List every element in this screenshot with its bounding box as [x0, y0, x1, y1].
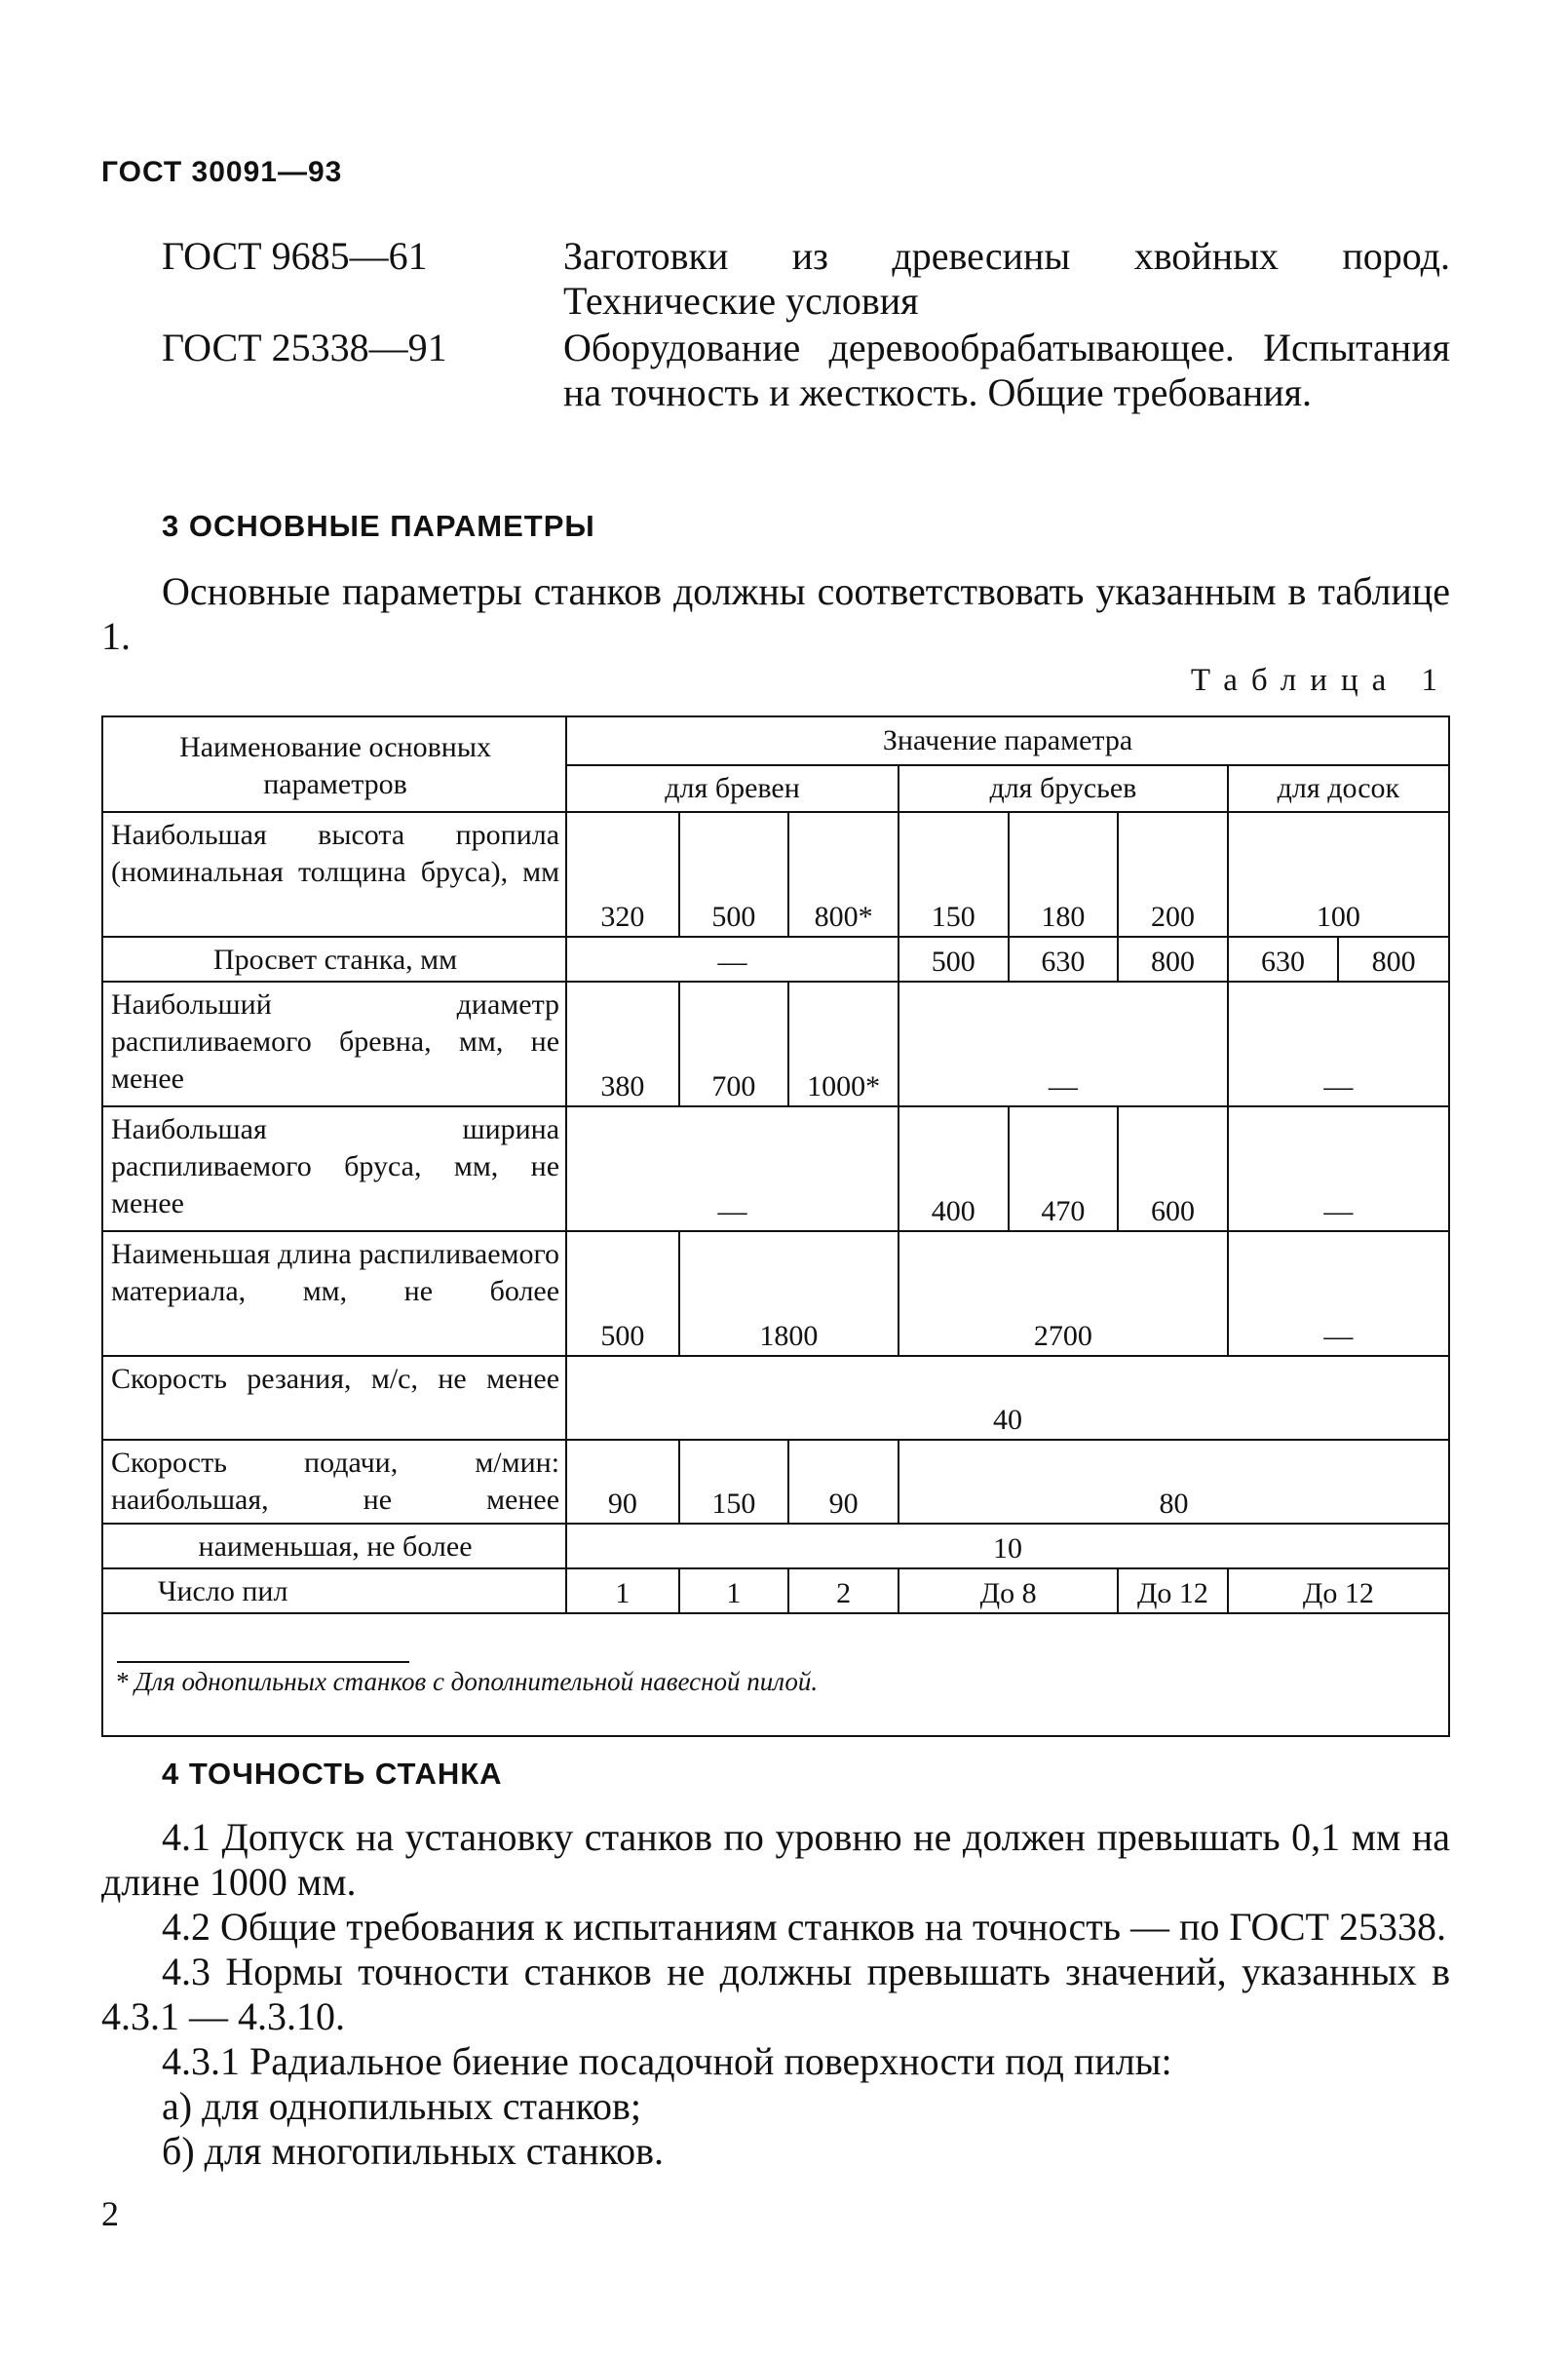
value-cell: 150 — [679, 1440, 789, 1524]
table-footnote: * Для однопильных станков с дополнительной навесной пилой. — [115, 1667, 819, 1696]
value-cell: 90 — [566, 1440, 679, 1524]
section-4-paragraph: 4.3.1 Радиальное биение посадочной поверхности под пилы: — [162, 2039, 1172, 2083]
param-name: Число пил — [102, 1568, 566, 1613]
value-cell: 400 — [899, 1106, 1009, 1231]
footnote-cell — [102, 1613, 1449, 1736]
table-row — [102, 1524, 1449, 1568]
value-cell: 1000* — [788, 982, 899, 1106]
section-4-title: 4 ТОЧНОСТЬ СТАНКА — [162, 1757, 503, 1791]
table-caption: Таблица 1 — [1190, 663, 1451, 698]
table-row — [102, 982, 1449, 1106]
value-cell: 2 — [788, 1568, 899, 1613]
header-value-group: Значение параметра — [566, 716, 1449, 765]
reference-code: ГОСТ 9685—61 — [162, 234, 428, 278]
param-name: Наибольшая высота пропила (номинальная толщина бруса), мм — [102, 812, 566, 937]
value-cell: 1 — [679, 1568, 789, 1613]
section-4-paragraph: 4.3 Нормы точности станков не должны превышать значений, указанных в 4.3.1 — 4.3.10. — [101, 1950, 1450, 2038]
value-cell: — — [1228, 1231, 1449, 1356]
section-3-title: 3 ОСНОВНЫЕ ПАРАМЕТРЫ — [162, 509, 595, 543]
value-cell: 800 — [1118, 937, 1228, 982]
value-cell: 470 — [1009, 1106, 1119, 1231]
section-3-paragraph: Основные параметры станков должны соответствовать указанным в таблице 1. — [101, 569, 1450, 658]
table-footnote-row — [102, 1613, 1449, 1736]
value-cell: 100 — [1228, 812, 1449, 937]
param-name: Просвет станка, мм — [102, 937, 566, 982]
section-3-text — [101, 569, 1450, 659]
table-row — [102, 1440, 1449, 1524]
value-cell: — — [1228, 1106, 1449, 1231]
list-item: а) для однопильных станков; — [162, 2084, 641, 2128]
parameters-table — [101, 715, 1450, 1737]
references-list — [162, 234, 1450, 417]
reference-item — [162, 234, 1450, 324]
value-cell: 180 — [1009, 812, 1119, 937]
reference-code: ГОСТ 25338—91 — [162, 326, 447, 369]
value-cell: 2700 — [899, 1231, 1228, 1356]
value-cell: 200 — [1118, 812, 1228, 937]
value-cell: 500 — [566, 1231, 679, 1356]
value-cell: До 8 — [899, 1568, 1118, 1613]
reference-description: Оборудование деревообрабатывающее. Испытания на точность и жесткость. Общие требования. — [563, 326, 1450, 414]
header-name-column: Наименование основных параметров — [102, 716, 566, 812]
document-header: ГОСТ 30091—93 — [101, 156, 343, 188]
value-cell: 600 — [1118, 1106, 1228, 1231]
reference-item — [162, 326, 1450, 415]
table-row — [102, 1231, 1449, 1356]
value-cell: 150 — [899, 812, 1009, 937]
table-row — [102, 937, 1449, 982]
param-name: Скорость резания, м/с, не менее — [102, 1356, 566, 1440]
footnote-rule — [117, 1661, 409, 1663]
table-row — [102, 1106, 1449, 1231]
section-4-text — [101, 1815, 1450, 2174]
list-item: б) для многопильных станков. — [162, 2129, 664, 2173]
page-number: 2 — [101, 2194, 119, 2233]
value-cell: 500 — [679, 812, 789, 937]
value-cell: 630 — [1009, 937, 1119, 982]
param-name: Скорость подачи, м/мин: наибольшая, не менее — [102, 1440, 566, 1524]
section-4-paragraph: 4.2 Общие требования к испытаниям станков на точность — по ГОСТ 25338. — [162, 1905, 1446, 1949]
value-cell: 630 — [1228, 937, 1339, 982]
table-row — [102, 812, 1449, 937]
header-group-beams: для брусьев — [899, 765, 1228, 812]
param-name: Наибольший диаметр распиливаемого бревна, мм, не менее — [102, 982, 566, 1106]
value-cell: — — [1228, 982, 1449, 1106]
value-cell: 10 — [566, 1524, 1449, 1568]
value-cell: — — [566, 1106, 899, 1231]
section-4-paragraph: 4.1 Допуск на установку станков по уровню не должен превышать 0,1 мм на длине 1000 мм. — [101, 1815, 1450, 1904]
param-name: Наименьшая длина распиливаемого материала, мм, не более — [102, 1231, 566, 1356]
value-cell: 500 — [899, 937, 1009, 982]
param-name: Наибольшая ширина распиливаемого бруса, мм, не менее — [102, 1106, 566, 1231]
value-cell: 380 — [566, 982, 679, 1106]
value-cell: 1 — [566, 1568, 679, 1613]
value-cell: — — [566, 937, 899, 982]
value-cell: 90 — [788, 1440, 899, 1524]
value-cell: — — [899, 982, 1228, 1106]
value-cell: 800 — [1338, 937, 1449, 982]
param-name: наименьшая, не более — [102, 1524, 566, 1568]
header-group-boards: для досок — [1228, 765, 1449, 812]
value-cell: 320 — [566, 812, 679, 937]
header-group-logs: для бревен — [566, 765, 899, 812]
table-row — [102, 1568, 1449, 1613]
value-cell: До 12 — [1228, 1568, 1449, 1613]
value-cell: 800* — [788, 812, 899, 937]
value-cell: 1800 — [679, 1231, 899, 1356]
value-cell: 700 — [679, 982, 789, 1106]
value-cell: 40 — [566, 1356, 1449, 1440]
value-cell: 80 — [899, 1440, 1449, 1524]
table-row — [102, 1356, 1449, 1440]
reference-description: Заготовки из древесины хвойных пород. Технические условия — [563, 234, 1450, 323]
value-cell: До 12 — [1118, 1568, 1228, 1613]
